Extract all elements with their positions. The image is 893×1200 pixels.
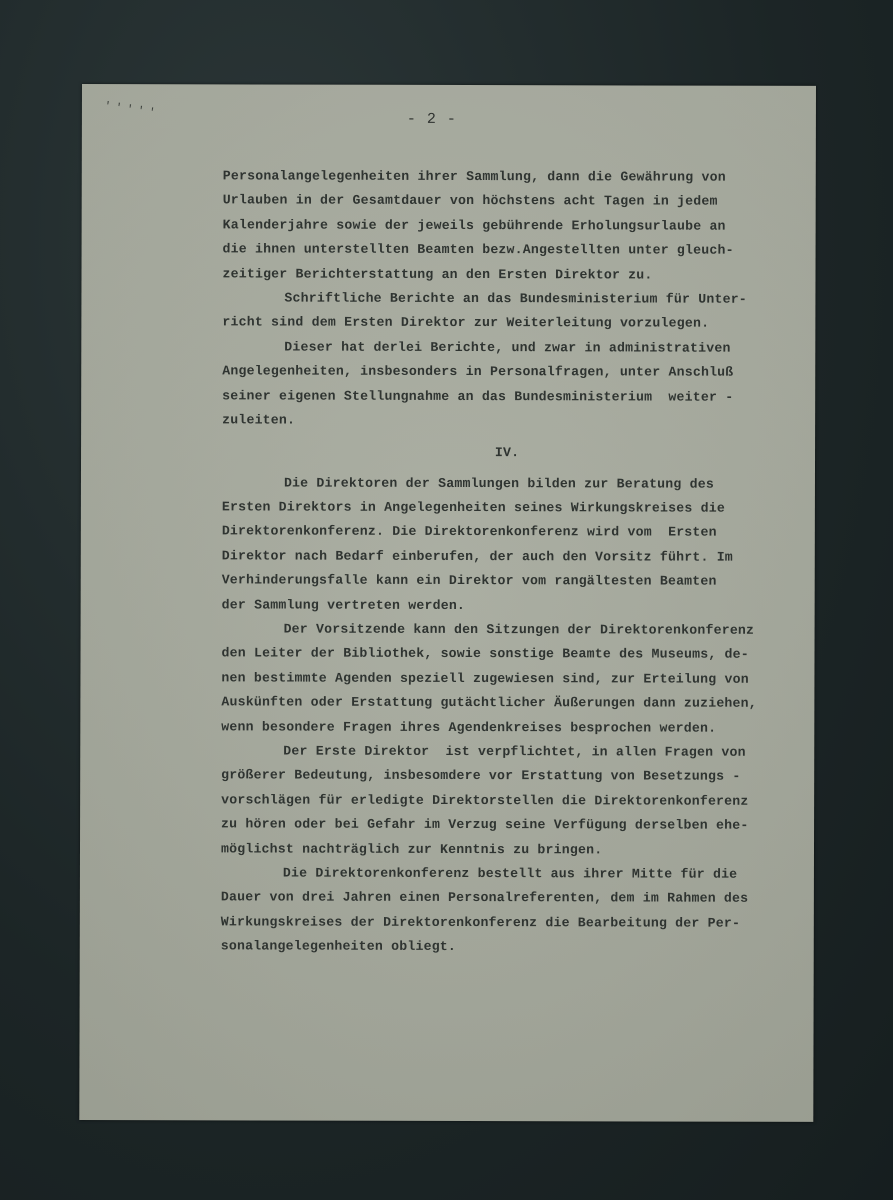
document-body [221,164,813,960]
text-line: Angelegenheiten, insbesonders in Personalfragen, unter Anschluß [222,363,734,380]
text-line: Die Direktorenkonferenz bestellt aus ihrer Mitte für die [282,865,738,882]
text-line: vorschlägen für erledigte Direktorstellen die Direktorenkonferenz [221,792,749,809]
paragraph-2 [222,286,812,336]
text-line: möglichst nachträglich zur Kenntnis zu bringen. [220,840,603,857]
text-line: Auskünften oder Erstattung gutächtlicher Äußerungen dann zuziehen, [221,694,757,711]
text-line: zuleiten. [222,412,296,428]
text-line: Kalenderjahre sowie der jeweils gebührende Erholungsurlaube an [222,217,726,234]
text-line: Dauer von drei Jahren einen Personalreferenten, dem im Rahmen des [220,889,749,907]
corner-mark: ' ' ' ' ' [103,100,155,120]
text-line: Die Direktoren der Sammlungen bilden zur Beratung des [283,475,715,492]
text-line: Schriftliche Berichte an das Bundesministerium für Unter- [284,290,747,307]
text-line: richt sind dem Ersten Direktor zur Weiterleitung vorzulegen. [222,314,710,331]
paragraph-5 [221,617,811,740]
text-line: nen bestimmte Agenden speziell zugewiesen sind, zur Erteilung von [221,670,749,687]
text-line: Personalangelegenheiten ihrer Sammlung, dann die Gewährung von [222,168,726,185]
text-line: Der Vorsitzende kann den Sitzungen der Direktorenkonferenz [283,621,755,638]
text-line: seiner eigenen Stellungnahme an das Bundesministerium weiter - [222,387,734,405]
page-number: - 2 - [406,110,457,128]
text-line: der Sammlung vertreten werden. [221,597,466,613]
text-line: Direktorenkonferenz. Die Direktorenkonferenz wird vom Ersten [221,523,717,541]
text-line: Verhinderungsfalle kann ein Direktor vom rangältesten Beamten [221,572,717,589]
text-line: Der Erste Direktor ist verpflichtet, in allen Fragen von [283,743,746,760]
text-line: den Leiter der Bibliothek, sowie sonstige Beamte des Museums, de- [221,645,749,663]
text-line: Ersten Direktors in Angelegenheiten seines Wirkungskreises die [221,499,725,516]
section-heading: IV. [494,445,520,461]
text-line: zeitiger Berichterstattung an den Ersten Direktor zu. [222,265,653,283]
text-line: Dieser hat derlei Berichte, und zwar in administrativen [284,339,731,356]
text-line: Direktor nach Bedarf einberufen, der auch den Vorsitz führt. Im [221,548,733,565]
text-line: wenn besondere Fragen ihres Agendenkreises besprochen werden. [221,718,717,736]
paragraph-3 [222,335,812,434]
text-line: die ihnen unterstellten Beamten bezw.Angestellten unter gleuch- [222,241,734,258]
paragraph-4 [222,471,812,619]
paragraph-6 [221,739,811,862]
typewritten-page [79,84,816,1122]
text-line: Wirkungskreises der Direktorenkonferenz die Bearbeitung der Per- [220,914,741,931]
text-line: Urlauben in der Gesamtdauer von höchstens acht Tagen in jedem [222,192,718,210]
paragraph-7 [221,861,811,960]
paragraph-1 [222,164,812,287]
text-line: zu hören oder bei Gefahr im Verzug seine Verfügung derselben ehe- [221,816,749,833]
text-line: sonalangelegenheiten obliegt. [220,938,457,955]
text-line: größerer Bedeutung, insbesomdere vor Erstattung von Besetzungs - [221,767,741,785]
